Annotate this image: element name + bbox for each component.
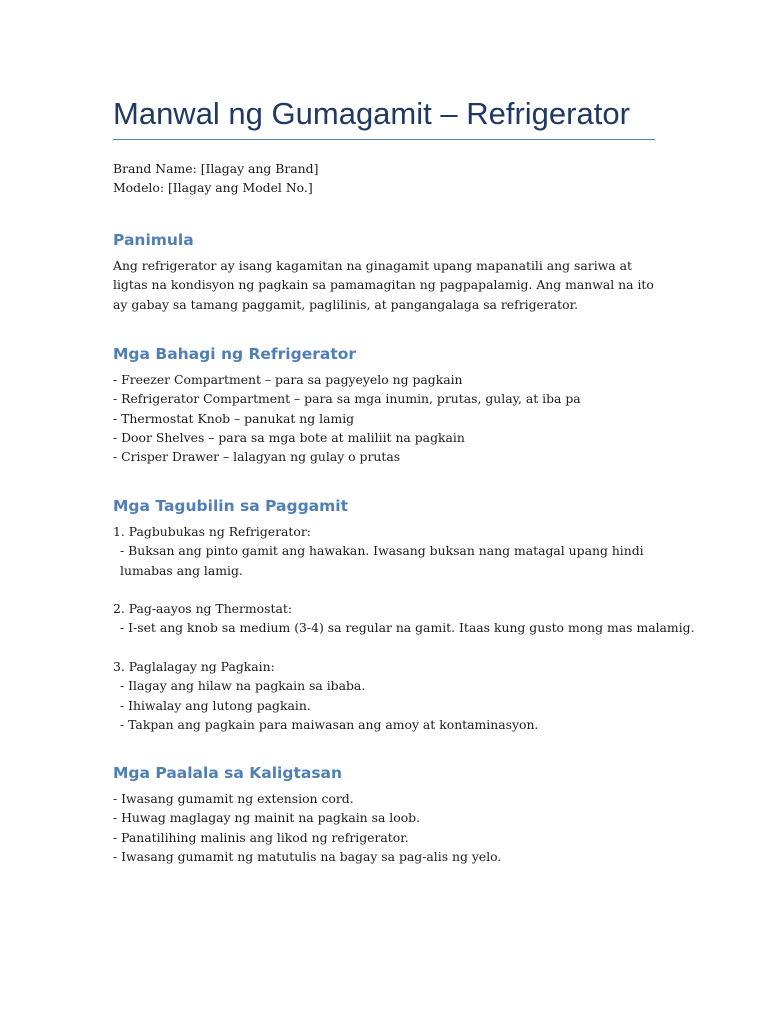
list-item: - Crisper Drawer – lalagyan ng gulay o prutas <box>113 449 401 465</box>
usage-steps <box>113 522 695 734</box>
step-line: - I-set ang knob sa medium (3-4) sa regular na gamit. Itaas kung gusto mong mas malamig. <box>120 620 695 636</box>
heading-intro: Panimula <box>113 231 194 249</box>
list-item: - Freezer Compartment – para sa pagyeyelo ng pagkain <box>113 372 463 387</box>
list-item: - Panatilihing malinis ang likod ng refrigerator. <box>113 829 409 845</box>
heading-usage: Mga Tagubilin sa Paggamit <box>113 497 349 515</box>
product-info <box>113 159 318 198</box>
section-intro <box>113 230 658 314</box>
step-line: - Ilagay ang hilaw na pagkain sa ibaba. <box>120 678 366 694</box>
step-line: - Ihiwalay ang lutong pagkain. <box>120 697 311 713</box>
step-line: - Takpan ang pagkain para maiwasan ang amoy at kontaminasyon. <box>120 716 539 732</box>
intro-paragraph: Ang refrigerator ay isang kagamitan na ginagamit upang mapanatili ang sariwa at ligtas na kondisyon ng pagkain sa pamamagitan ng pagpapalamig. Ang manwal na ito ay gabay sa tamang paggamit, paglilinis, at pangangalaga sa refrigerator. <box>113 258 654 312</box>
list-item: - Huwag maglagay ng mainit na pagkain sa loob. <box>113 810 421 826</box>
step-title: 2. Pag-aayos ng Thermostat: <box>113 601 293 617</box>
parts-list <box>113 370 658 466</box>
heading-safety: Mga Paalala sa Kaligtasan <box>113 764 343 782</box>
safety-list <box>113 789 658 866</box>
brand-name-line: Brand Name: [Ilagay ang Brand] <box>113 161 319 176</box>
list-item: - Door Shelves – para sa mga bote at maliliit na pagkain <box>113 429 465 445</box>
list-item: - Iwasang gumamit ng extension cord. <box>113 791 354 806</box>
document-title: Manwal ng Gumagamit – Refrigerator <box>113 96 630 131</box>
section-parts <box>113 344 658 466</box>
list-item: - Refrigerator Compartment – para sa mga inumin, prutas, gulay, at iba pa <box>113 391 581 407</box>
heading-parts: Mga Bahagi ng Refrigerator <box>113 345 357 363</box>
list-item: - Iwasang gumamit ng matutulis na bagay sa pag-alis ng yelo. <box>113 848 502 864</box>
section-usage <box>113 496 695 734</box>
section-safety <box>113 763 658 866</box>
title-underline <box>113 139 655 140</box>
step-line: - Buksan ang pinto gamit ang hawakan. Iwasang buksan nang matagal upang hindi lumabas ang lamig. <box>120 543 644 578</box>
step-title: 1. Pagbubukas ng Refrigerator: <box>113 524 311 539</box>
step-title: 3. Paglalagay ng Pagkain: <box>113 659 275 675</box>
list-item: - Thermostat Knob – panukat ng lamig <box>113 410 355 426</box>
model-line: Modelo: [Ilagay ang Model No.] <box>113 180 313 196</box>
